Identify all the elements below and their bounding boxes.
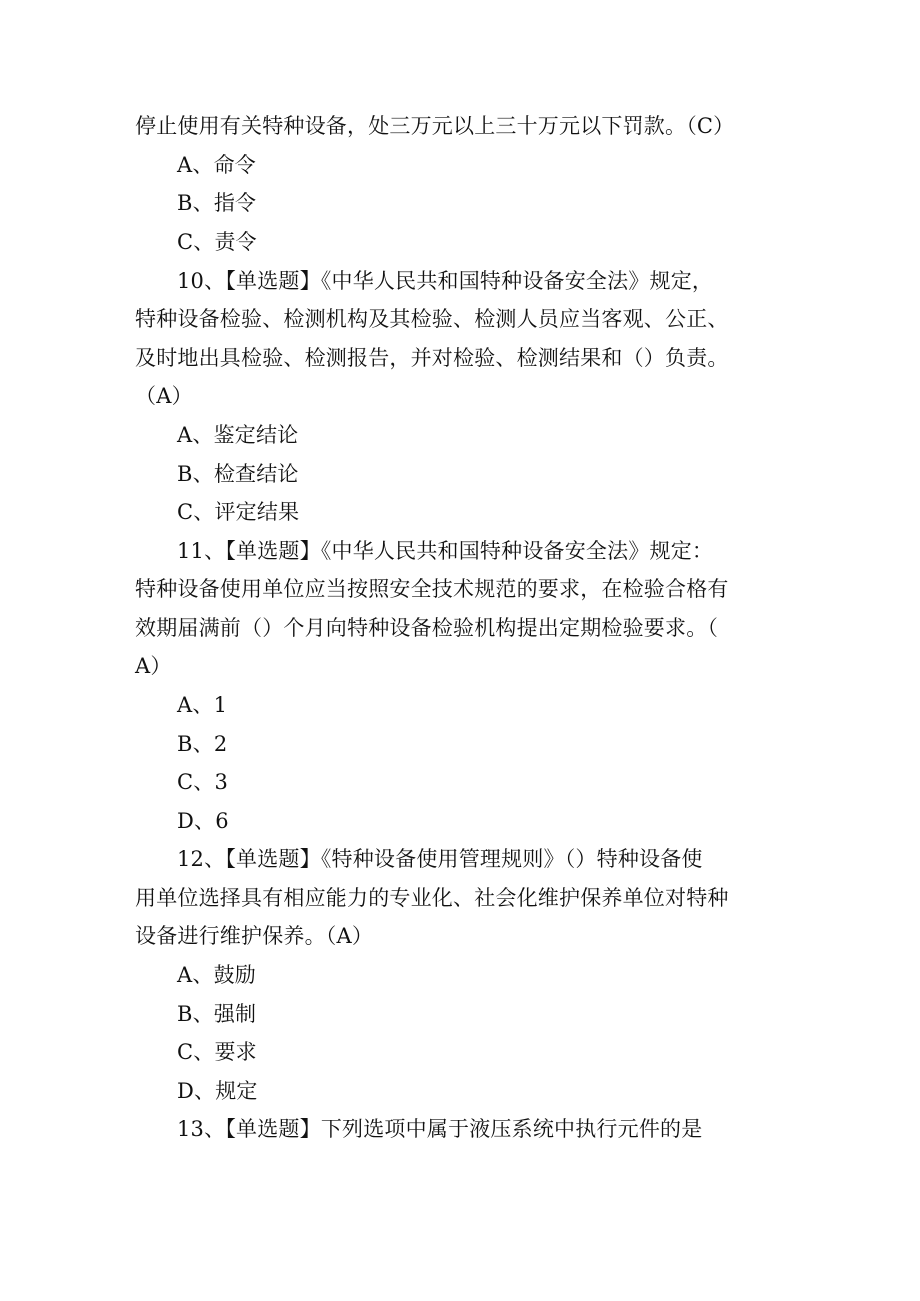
question-10-option-b: B、检查结论 bbox=[177, 462, 299, 486]
question-12-option-c: C、要求 bbox=[177, 1040, 257, 1064]
question-11-option-a: A、1 bbox=[177, 693, 228, 717]
question-9-option-a: A、命令 bbox=[177, 153, 256, 177]
question-11-stem-line-4: A） bbox=[135, 654, 172, 678]
question-9-option-b: B、指令 bbox=[177, 191, 257, 215]
question-9-option-c: C、责令 bbox=[177, 230, 257, 254]
question-10-option-a: A、鉴定结论 bbox=[177, 423, 299, 447]
question-12-option-a: A、鼓励 bbox=[177, 963, 256, 987]
question-12-stem-line-1: 12、【单选题】《特种设备使用管理规则》（）特种设备使 bbox=[177, 847, 703, 871]
question-11-stem-line-3: 效期届满前（）个月向特种设备检验机构提出定期检验要求。（ bbox=[135, 616, 719, 640]
question-11-stem-line-1: 11、【单选题】《中华人民共和国特种设备安全法》规定： bbox=[177, 539, 714, 563]
question-13-stem-line-1: 13、【单选题】下列选项中属于液压系统中执行元件的是 bbox=[177, 1117, 703, 1141]
question-11-option-d: D、6 bbox=[177, 809, 229, 833]
question-10-stem-line-4: （A） bbox=[135, 384, 193, 408]
question-12-option-d: D、规定 bbox=[177, 1079, 258, 1103]
question-10-option-c: C、评定结果 bbox=[177, 500, 300, 524]
question-12-stem-line-2: 用单位选择具有相应能力的专业化、社会化维护保养单位对特种 bbox=[135, 886, 729, 910]
question-11-option-c: C、3 bbox=[177, 770, 229, 794]
question-12-option-b: B、强制 bbox=[177, 1002, 257, 1026]
question-12-stem-line-3: 设备进行维护保养。（A） bbox=[135, 924, 374, 948]
question-10-stem-line-2: 特种设备检验、检测机构及其检验、检测人员应当客观、公正、 bbox=[135, 307, 729, 331]
question-11-stem-line-2: 特种设备使用单位应当按照安全技术规范的要求，在检验合格有 bbox=[135, 577, 729, 601]
question-10-stem-line-3: 及时地出具检验、检测报告，并对检验、检测结果和（）负责。 bbox=[135, 346, 729, 370]
question-10-stem-line-1: 10、【单选题】《中华人民共和国特种设备安全法》规定， bbox=[177, 269, 714, 293]
question-11-option-b: B、2 bbox=[177, 732, 228, 756]
question-9-stem-line: 停止使用有关特种设备，处三万元以上三十万元以下罚款。（C） bbox=[135, 114, 735, 138]
